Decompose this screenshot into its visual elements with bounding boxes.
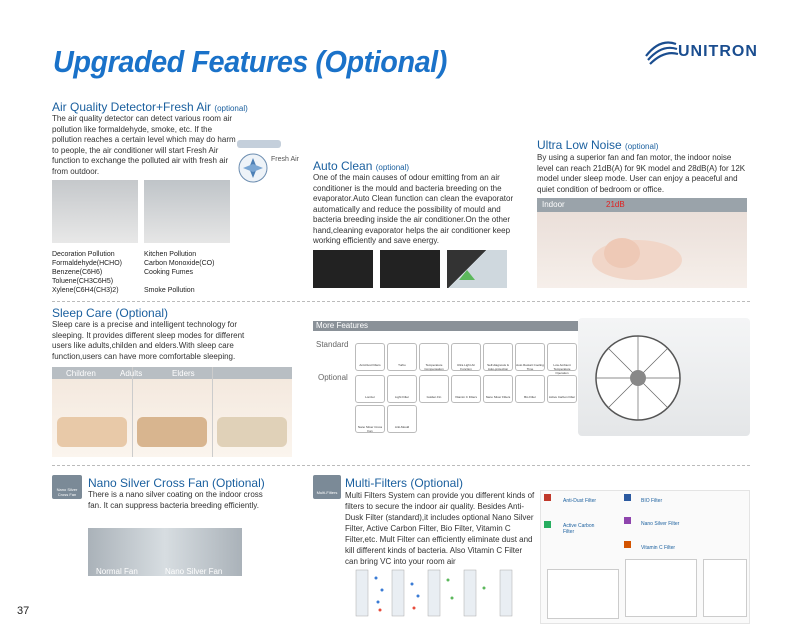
sleep-care-text: Sleep care is a precise and intelligent technology for sleeping. It provides different sleep modes for different users like adults,childen and elders.With sleep care function,users can have more comfortable sleeping. <box>52 320 245 361</box>
nano-fan-title: Nano Silver Cross Fan (Optional) <box>88 476 265 490</box>
outdoor-unit-image <box>578 318 750 436</box>
standard-label: Standard <box>316 340 349 349</box>
golden-fin-icon: Golden Fin <box>419 375 449 403</box>
air-quality-text: The air quality detector can detect various room air pollution like formaldehyde, smoke, etc. If the pollution reaches a certain level which may do harm to people, the air conditioner will start Fresh Air function to exchange the polluted air with fresh air from outdoor. <box>52 114 236 176</box>
evaporator-dirty-image <box>313 250 373 288</box>
standard-features-row <box>355 343 577 375</box>
ultra-light-icon: Ultra Light Air Function <box>451 343 481 371</box>
auto-restart-icon: Auto Restart Cooling Time <box>515 343 545 371</box>
air-quality-title: Air Quality Detector+Fresh Air (optional) <box>52 100 248 114</box>
more-features-title: More Features <box>316 321 369 330</box>
optional-features-row <box>355 375 577 403</box>
nano-silver-icon <box>624 517 631 524</box>
page-title: Upgraded Features (Optional) <box>53 44 447 79</box>
normal-fan-label: Normal Fan <box>96 567 138 576</box>
indoor-label: Indoor <box>542 200 565 209</box>
section-divider <box>52 465 750 466</box>
bio-filter-icon: Bio Filter <box>515 375 545 403</box>
low-noise-title: Ultra Low Noise (optional) <box>537 138 659 152</box>
filter-chart-3 <box>703 559 747 617</box>
nano-fan-text: There is a nano silver coating on the indoor cross fan. It can suppress bacteria breeding efficiently. <box>88 490 263 510</box>
nano-silver-filter-icon: Nano Silver Filters <box>483 375 513 403</box>
pollution-item: Xylene(C6H4(CH3)2) <box>52 287 119 294</box>
nano-fan-badge: Nano Silver Cross Fan <box>52 475 82 499</box>
evaporator-cleaning-image <box>380 250 440 288</box>
pollution-item: Toluene(CH3C6H5) <box>52 278 114 285</box>
tab-elders: Elders <box>172 369 195 378</box>
light-filter-icon: Light Filter <box>387 375 417 403</box>
vitamin-c-icon <box>624 541 631 548</box>
self-diagnosis-icon: Self-diagnosis & Auto-protection <box>483 343 513 371</box>
filter-name: Nano Silver Filter <box>641 521 680 527</box>
kitchen-pollution-list <box>144 250 234 295</box>
unitron-logo-icon <box>640 36 680 68</box>
nano-silver-fan-icon: Nano Silver Cross Fan <box>355 405 385 433</box>
decoration-room-image <box>52 180 138 243</box>
evaporator-clean-image <box>447 250 507 288</box>
optional-features-row-2 <box>355 405 417 433</box>
sleep-care-image <box>52 367 292 457</box>
low-ambient-icon: Low Ambient Temperature Operation <box>547 343 577 371</box>
air-quality-section <box>52 100 312 114</box>
bio-filter-icon <box>624 494 631 501</box>
pollution-item: Smoke Pollution <box>144 287 195 294</box>
filter-chart-1 <box>547 569 619 619</box>
pollution-item: Carbon Monoxide(CO) <box>144 260 215 267</box>
optional-label: Optional <box>318 373 348 382</box>
filters-info-panel <box>540 490 750 624</box>
multi-filters-title: Multi-Filters (Optional) <box>345 476 464 490</box>
tab-children: Children <box>66 369 96 378</box>
pollution-item: Decoration Pollution <box>52 251 115 258</box>
fresh-air-label: Fresh Air <box>271 156 300 163</box>
filter-chart-2 <box>625 559 697 617</box>
tab-adults: Adults <box>120 369 143 378</box>
decoration-pollution-list <box>52 250 142 295</box>
anti-dust-icon: Anti-Dust Filters <box>355 343 385 371</box>
active-carbon-icon: Active Carbon Filter <box>547 375 577 403</box>
vitamin-c-icon: Vitamin C Filters <box>451 375 481 403</box>
sleep-care-title: Sleep Care (Optional) <box>52 306 169 320</box>
filter-name: Vitamin C Filter <box>641 545 676 551</box>
pollution-item: Cooking Fumes <box>144 269 194 276</box>
turbo-icon: Turbo <box>387 343 417 371</box>
kitchen-room-image <box>144 180 230 243</box>
pollution-item: Kitchen Pollution <box>144 251 197 258</box>
pollution-item: Benzene(C6H6) <box>52 269 103 276</box>
brand-name: UNITRON <box>678 43 758 60</box>
filter-layers-diagram <box>352 566 522 624</box>
multi-filters-badge: Multi-Filters <box>313 475 341 499</box>
filter-name: Anti-Dust Filter <box>563 498 597 504</box>
nano-silver-fan-label: Nano Silver Fan <box>165 567 223 576</box>
auto-clean-title: Auto Clean (optional) <box>313 159 410 173</box>
temperature-compensation-icon: Temperature Compensation <box>419 343 449 371</box>
low-noise-text: By using a superior fan and fan motor, the indoor noise level can reach 21dB(A) for 9K model and 28dB(A) for 12K model under sleep mode. User can enjoy a peaceful and quiet condition of bedroom or office. <box>537 153 746 194</box>
anti-mould-icon: Anti-Mould <box>387 405 417 433</box>
page-number: 37 <box>17 605 30 617</box>
multi-filters-text: Multi Filters System can provide you different kinds of filters to secure the indoor air quality. Besides Anti-Dusk Filter (standard),it includes optional Nano Silver Filter, Active Carbon Filter, Bio Filter, Vitamin C Filter,etc. Mult Filter can efficiently eliminate dust and kill different kinds of bacteria. Also Vitamin C Filter can bring VC into your room air <box>345 491 535 566</box>
filter-name: BIO Filter <box>641 498 663 504</box>
anti-dust-icon <box>544 494 551 501</box>
section-divider <box>52 301 750 302</box>
active-carbon-icon <box>544 521 551 528</box>
auto-clean-text: One of the main causes of odour emitting from an air conditioner is the mould and bacteria breeding on the evaporator.Auto Clean function can clean the evaporator automatically and reduce the possibility of mould and bacteria breeding inside the air conditioner.On the other hand,cleaning evaporator helps the air conditioner keep working efficiently and save energy. <box>313 173 514 245</box>
noise-db-label: 21dB <box>606 200 625 209</box>
pollution-item: Formaldehyde(HCHO) <box>52 260 123 267</box>
filter-name: Active Carbon Filter <box>563 523 595 535</box>
ionizer-icon: Lonizer <box>355 375 385 403</box>
sleeping-baby-image <box>537 198 747 288</box>
fresh-air-diagram <box>225 140 300 190</box>
